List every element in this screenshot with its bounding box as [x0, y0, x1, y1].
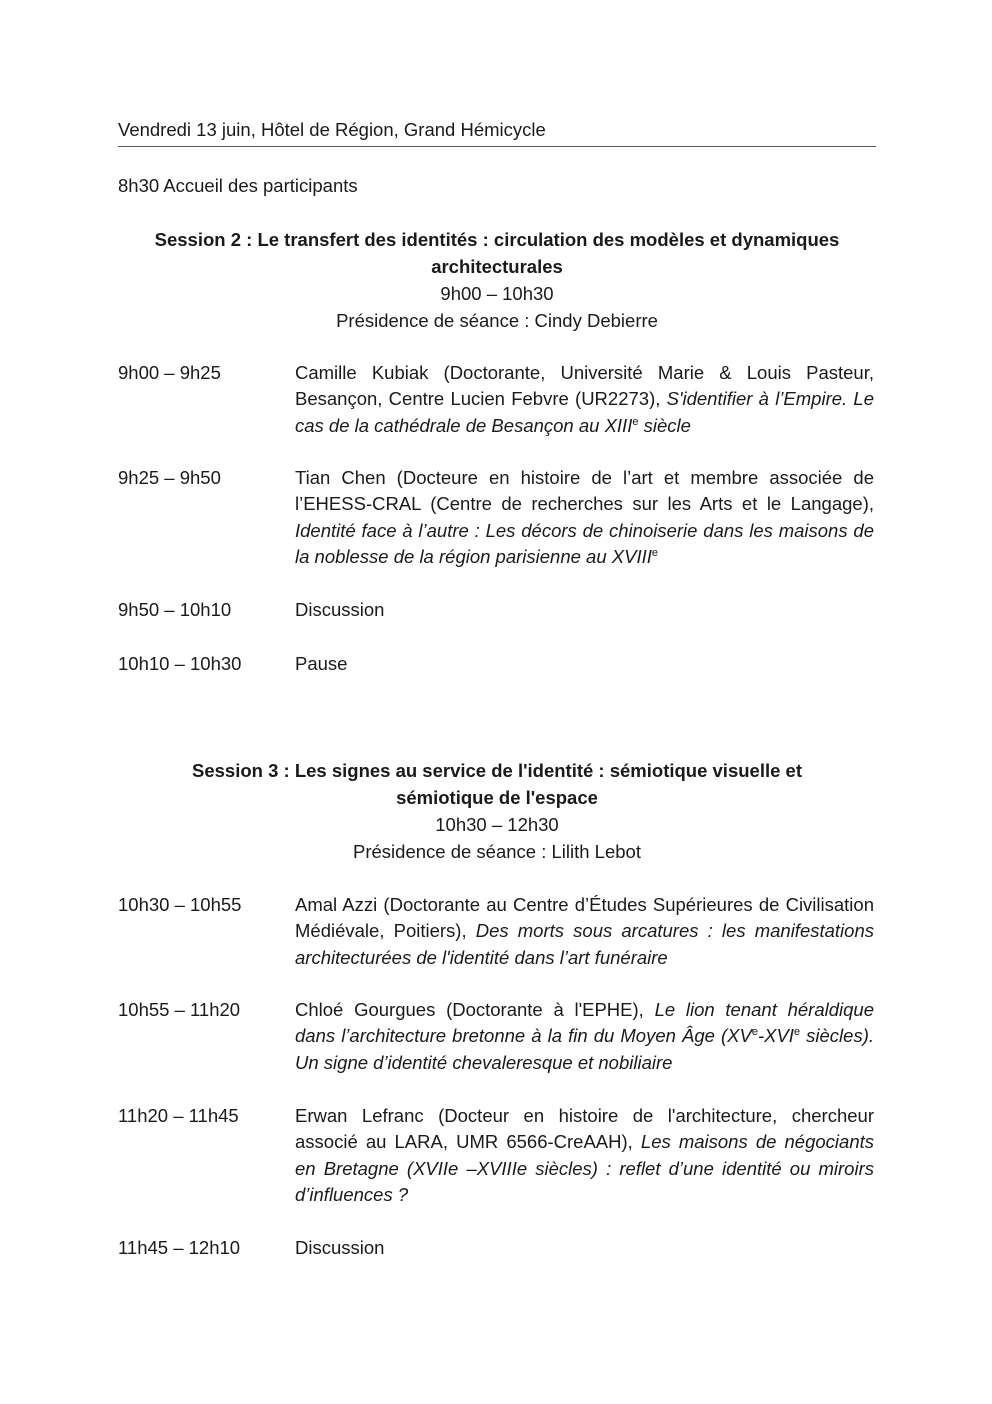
row-description: Camille Kubiak (Doctorante, Université Marie & Louis Pasteur, Besançon, Centre Lucien Febvre (UR2273), S'identifier à l’Empire. Le cas de la cathédrale de Besançon au XIIIe siècle: [295, 362, 874, 436]
session-title: Session 2 : Le transfert des identités : circulation des modèles et dynamiques: [154, 229, 840, 250]
row-time: 10h55 – 11h20: [118, 999, 241, 1020]
row-time: 9h00 – 9h25: [118, 362, 221, 383]
session-title: Session 3 : Les signes au service de l'identité : sémiotique visuelle et: [192, 760, 802, 781]
session-3-heading: [118, 757, 876, 865]
session-title-cont: sémiotique de l'espace: [396, 787, 598, 808]
session-chair: Présidence de séance : Cindy Debierre: [336, 310, 658, 331]
row-description: Amal Azzi (Doctorante au Centre d’Études Supérieures de Civilisation Médiévale, Poitiers), Des morts sous arcatures : les manifestations architecturées de l'identité dans l’art funéraire: [295, 894, 874, 968]
session-title-cont: architecturales: [431, 256, 563, 277]
row-time: 11h20 – 11h45: [118, 1105, 239, 1126]
row-time: 10h30 – 10h55: [118, 894, 242, 915]
row-description: Chloé Gourgues (Doctorante à l'EPHE), Le lion tenant héraldique dans l’architecture bretonne à la fin du Moyen Âge (XVe-XVIe siècles). Un signe d’identité chevaleresque et nobiliaire: [295, 999, 874, 1073]
session-time: 10h30 – 12h30: [435, 814, 559, 835]
row-time: 10h10 – 10h30: [118, 653, 242, 674]
row-time: 9h50 – 10h10: [118, 599, 232, 620]
row-description: Tian Chen (Docteure en histoire de l’art et membre associée de l’EHESS-CRAL (Centre de recherches sur les Arts et le Langage), Identité face à l’autre : Les décors de chinoiserie dans les maisons de la noblesse de la région parisienne au XVIIIe: [295, 467, 874, 567]
session-chair: Présidence de séance : Lilith Lebot: [353, 841, 641, 862]
session-time: 9h00 – 10h30: [440, 283, 554, 304]
welcome-line: 8h30 Accueil des participants: [118, 175, 358, 196]
row-description: Erwan Lefranc (Docteur en histoire de l'architecture, chercheur associé au LARA, UMR 6566-CreAAH), Les maisons de négociants en Bretagne (XVIIe –XVIIIe siècles) : reflet d’une identité ou miroirs d’influences ?: [295, 1105, 874, 1205]
row-description: Discussion: [295, 599, 385, 620]
row-description: Discussion: [295, 1237, 385, 1258]
header-divider: [118, 146, 876, 147]
row-description: Pause: [295, 653, 348, 674]
session-2-heading: [118, 226, 876, 334]
date-venue-line: Vendredi 13 juin, Hôtel de Région, Grand Hémicycle: [118, 119, 546, 140]
row-time: 11h45 – 12h10: [118, 1237, 241, 1258]
row-time: 9h25 – 9h50: [118, 467, 221, 488]
